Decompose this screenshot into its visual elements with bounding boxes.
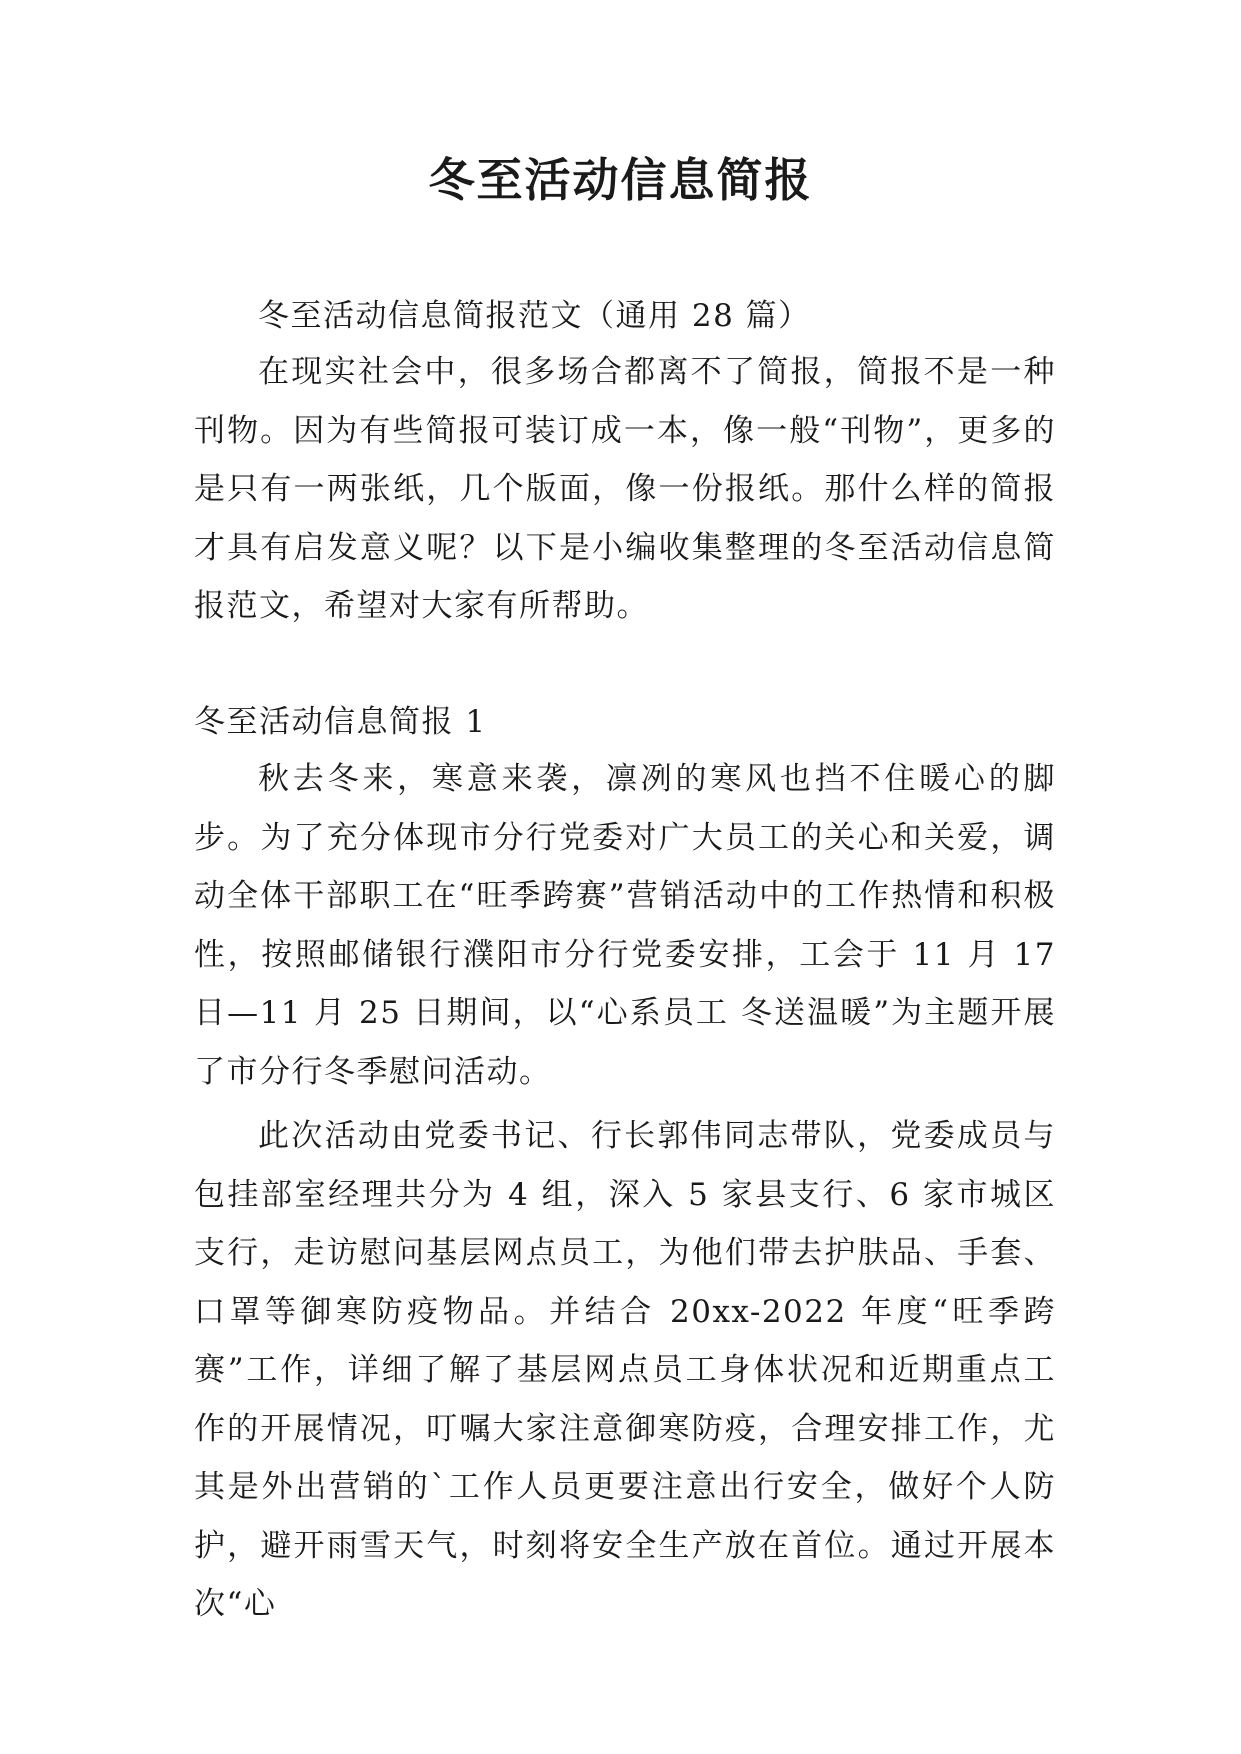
body-paragraph: 此次活动由党委书记、行长郭伟同志带队，党委成员与包挂部室经理共分为 4 组，深入 5 家县支行、6 家市城区支行，走访慰问基层网点员工，为他们带去护肤品、手套、口罩等御寒防疫物品。并结合 20xx-2022 年度“旺季跨赛”工作，详细了解了基层网点员工身体状况和近期重点工作的开展情况，叮嘱大家注意御寒防疫，合理安排工作，尤其是外出营销的`工作人员更要注意出行安全，做好个人防护，避开雨雪天气，时刻将安全生产放在首位。通过开展本次“心 bbox=[194, 1118, 1056, 1622]
section-heading: 冬至活动信息简报 1 bbox=[194, 704, 487, 740]
intro-paragraph: 在现实社会中，很多场合都离不了简报，简报不是一种刊物。因为有些简报可装订成一本，像一般“刊物”，更多的是只有一两张纸，几个版面，像一份报纸。那什么样的简报才具有启发意义呢？以下是小编收集整理的冬至活动信息简报范文，希望对大家有所帮助。 bbox=[194, 354, 1056, 624]
document-subtitle: 冬至活动信息简报范文（通用 28 篇） bbox=[258, 298, 811, 334]
body-paragraph: 秋去冬来，寒意来袭，凛冽的寒风也挡不住暖心的脚步。为了充分体现市分行党委对广大员工的关心和关爱，调动全体干部职工在“旺季跨赛”营销活动中的工作热情和积极性，按照邮储银行濮阳市分行党委安排，工会于 11 月 17 日—11 月 25 日期间，以“心系员工 冬送温暖”为主题开展了市分行冬季慰问活动。 bbox=[194, 761, 1056, 1090]
document-title: 冬至活动信息简报 bbox=[428, 153, 813, 207]
